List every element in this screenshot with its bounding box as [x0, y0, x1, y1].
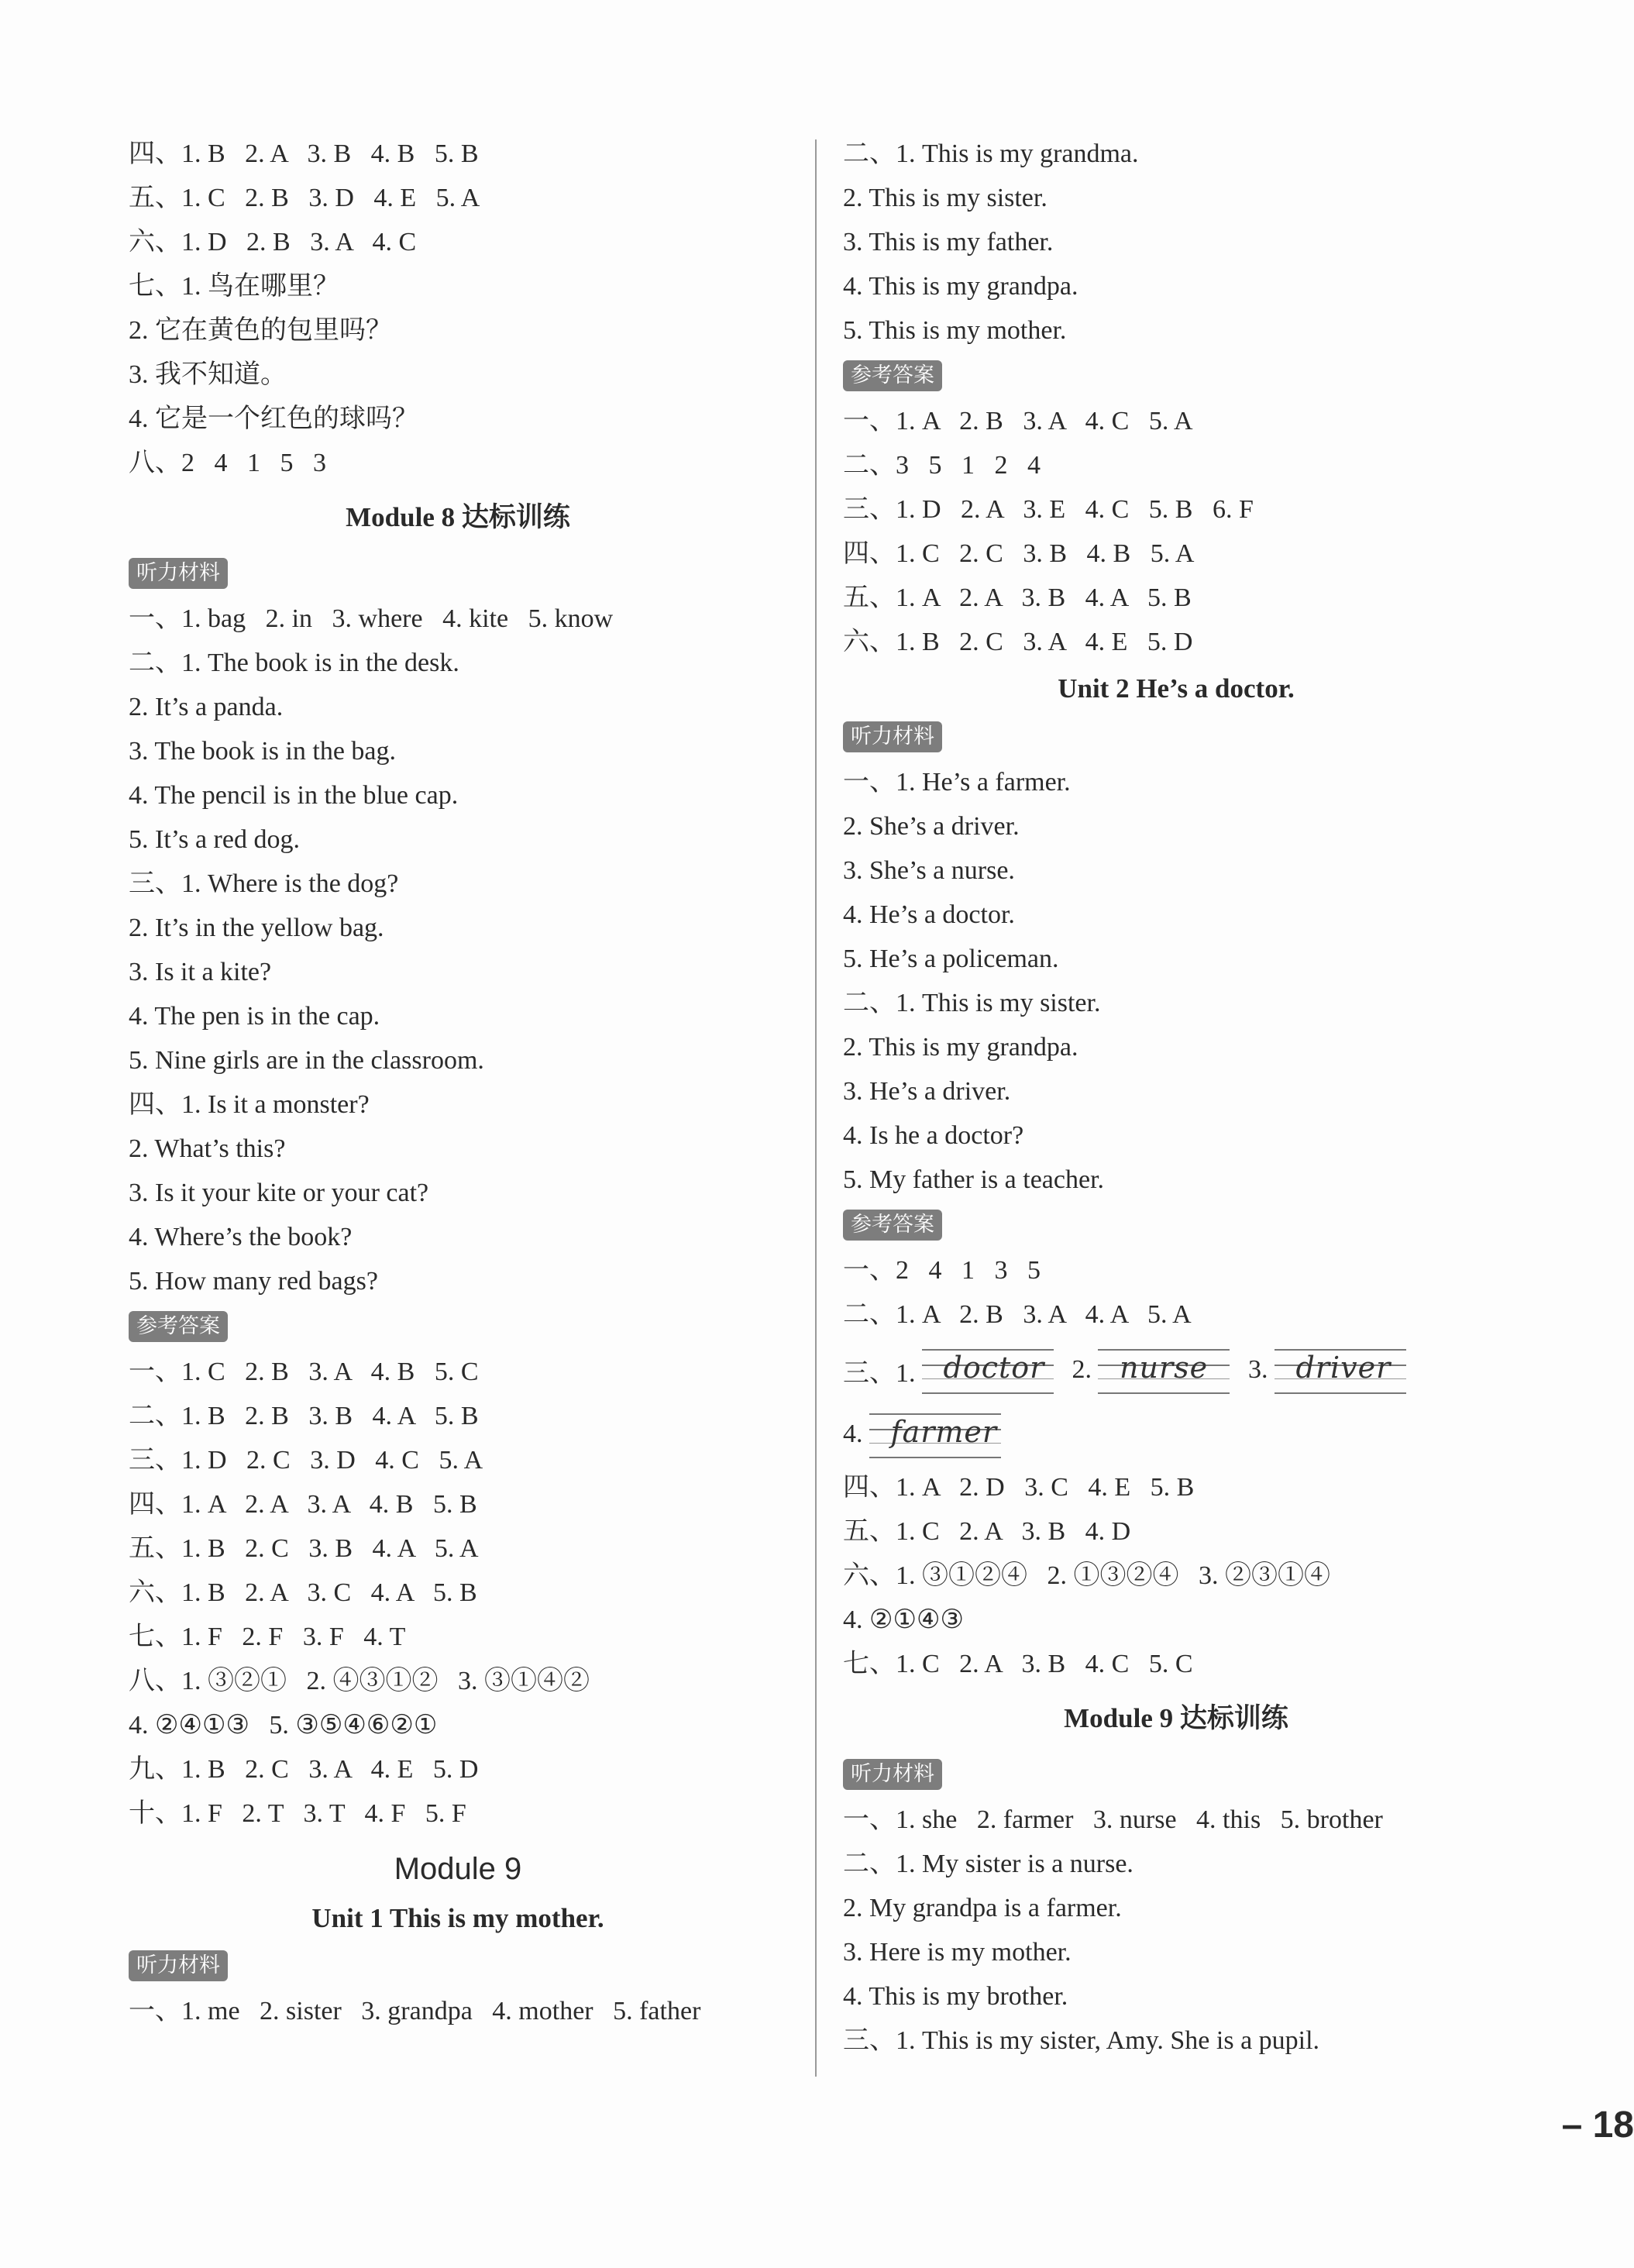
module8-heading: Module 8 达标训练: [346, 502, 570, 532]
answer-line: 五、1. A 2. A 3. B 4. A 5. B: [843, 583, 1192, 612]
answer-line: 七、1. C 2. A 3. B 4. C 5. C: [843, 1650, 1193, 1678]
answer-line: 七、1. 鸟在哪里？: [129, 272, 339, 301]
answer-line: 一、1. C 2. B 3. A 4. B 5. C: [129, 1358, 479, 1386]
answer-line: 五、1. C 2. B 3. D 4. E 5. A: [129, 184, 480, 212]
listening-line: 4. Where’s the book?: [129, 1223, 353, 1251]
listening-line: 5. He’s a policeman.: [843, 945, 1059, 973]
answer-line: 4. ②①④③: [843, 1605, 964, 1634]
answer-line: 八、2 4 1 5 3: [129, 449, 326, 477]
u2-answers-list: [843, 1465, 1509, 1686]
answer-line: 3. 我不知道。: [129, 360, 287, 389]
answers-label: 参考答案: [129, 1311, 228, 1342]
listening-line: 一、1. He’s a farmer.: [843, 768, 1071, 797]
answer-line: 4. ②④①③ 5. ③⑤④⑥②①: [129, 1711, 438, 1740]
listening-line: 3. This is my father.: [843, 228, 1054, 256]
handwriting-answer: [869, 1410, 1001, 1458]
listening-line: 5. How many red bags?: [129, 1267, 378, 1296]
answer-line: 一、2 4 1 3 5: [843, 1256, 1041, 1285]
u1-answers-list: [843, 399, 1509, 664]
listening-line: 二、1. My sister is a nurse.: [843, 1850, 1133, 1878]
left-column: [129, 132, 787, 2033]
handwriting-number: 3.: [1248, 1355, 1268, 1384]
listening-line: 3. The book is in the bag.: [129, 737, 396, 766]
listening-label: 听力材料: [129, 1950, 228, 1981]
answer-line: 四、1. C 2. C 3. B 4. B 5. A: [843, 539, 1195, 568]
listening-line: 2. This is my grandpa.: [843, 1033, 1078, 1062]
answer-line: 五、1. B 2. C 3. B 4. A 5. A: [129, 1534, 479, 1563]
handwriting-row-1: [843, 1337, 1509, 1403]
answer-line: 六、1. B 2. A 3. C 4. A 5. B: [129, 1578, 477, 1607]
answer-line: 4. 它是一个红色的球吗？: [129, 404, 418, 433]
listening-line: 4. The pen is in the cap.: [129, 1002, 380, 1031]
handwriting-answer: [1275, 1346, 1406, 1394]
page-number: – 18: [1561, 2105, 1634, 2146]
answer-line: 四、1. B 2. A 3. B 4. B 5. B: [129, 139, 479, 168]
unit2-heading: Unit 2 He’s a doctor.: [1058, 673, 1295, 704]
listening-line: 三、1. Where is the dog?: [129, 869, 399, 898]
answers-label: 参考答案: [843, 360, 942, 391]
listening-line: 2. It’s in the yellow bag.: [129, 914, 384, 942]
module9-heading: Module 9 达标训练: [1064, 1703, 1288, 1733]
listening-label: 听力材料: [843, 1759, 942, 1790]
answer-line: 七、1. F 2. F 3. F 4. T: [129, 1623, 406, 1651]
listening-line: 2. This is my sister.: [843, 184, 1047, 212]
left-top-answers: [129, 132, 787, 485]
listening-label: 听力材料: [843, 721, 942, 752]
listening-line: 一、1. me 2. sister 3. grandpa 4. mother 5. father: [129, 1997, 701, 2025]
answer-line: 九、1. B 2. C 3. A 4. E 5. D: [129, 1755, 479, 1784]
listening-line: 2. It’s a panda.: [129, 693, 284, 721]
module9-title: Module 9: [394, 1852, 522, 1886]
answer-line: 四、1. A 2. A 3. A 4. B 5. B: [129, 1490, 477, 1519]
listening-line: 一、1. she 2. farmer 3. nurse 4. this 5. brother: [843, 1805, 1383, 1834]
answer-line: 2. 它在黄色的包里吗？: [129, 316, 392, 345]
m8-answers-list: [129, 1350, 787, 1836]
listening-line: 一、1. bag 2. in 3. where 4. kite 5. know: [129, 604, 614, 633]
listening-line: 三、1. This is my sister, Amy. She is a pupil.: [843, 2026, 1320, 2055]
listening-label: 听力材料: [129, 558, 228, 589]
m9-listening-list: [843, 1798, 1509, 2063]
unit1-heading: Unit 1 This is my mother.: [311, 1903, 604, 1933]
handwriting-number: 2.: [1072, 1355, 1092, 1384]
handwritten-word: driver: [1295, 1351, 1391, 1385]
answer-line: 二、1. A 2. B 3. A 4. A 5. A: [843, 1300, 1192, 1329]
listening-line: 3. She’s a nurse.: [843, 856, 1015, 885]
answer-line: 三、1. D 2. A 3. E 4. C 5. B 6. F: [843, 495, 1254, 524]
listening-line: 二、1. This is my grandma.: [843, 139, 1139, 168]
handwritten-word: farmer: [890, 1415, 998, 1449]
answer-line: 一、1. A 2. B 3. A 4. C 5. A: [843, 407, 1193, 435]
listening-line: 5. This is my mother.: [843, 316, 1067, 345]
handwriting-row-2: [843, 1403, 1509, 1465]
listening-line: 4. This is my brother.: [843, 1982, 1068, 2011]
answer-line: 六、1. D 2. B 3. A 4. C: [129, 228, 417, 256]
u2-listening-list: [843, 760, 1509, 1202]
listening-line: 4. This is my grandpa.: [843, 272, 1078, 301]
listening-line: 2. She’s a driver.: [843, 812, 1020, 841]
answer-line: 十、1. F 2. T 3. T 4. F 5. F: [129, 1799, 466, 1828]
answer-line: 五、1. C 2. A 3. B 4. D: [843, 1517, 1131, 1546]
right-top-lines: [843, 132, 1509, 353]
listening-line: 3. Here is my mother.: [843, 1938, 1072, 1967]
answer-line: 二、1. B 2. B 3. B 4. A 5. B: [129, 1402, 479, 1430]
answer-line: 六、1. B 2. C 3. A 4. E 5. D: [843, 628, 1193, 656]
listening-line: 二、1. The book is in the desk.: [129, 649, 459, 677]
handwriting-answer: [922, 1346, 1054, 1394]
listening-line: 3. Is it a kite?: [129, 958, 272, 986]
column-divider: [815, 139, 817, 2077]
answer-line: 八、1. ③②① 2. ④③①② 3. ③①④②: [129, 1667, 590, 1695]
handwriting-number: 4.: [843, 1420, 863, 1448]
answer-line: 六、1. ③①②④ 2. ①③②④ 3. ②③①④: [843, 1561, 1330, 1590]
listening-line: 5. My father is a teacher.: [843, 1165, 1105, 1194]
listening-line: 2. My grandpa is a farmer.: [843, 1894, 1122, 1922]
handwriting-answer: [1098, 1346, 1230, 1394]
answer-line: 三、1. D 2. C 3. D 4. C 5. A: [129, 1446, 483, 1475]
listening-line: 4. Is he a doctor?: [843, 1121, 1024, 1150]
listening-line: 4. He’s a doctor.: [843, 900, 1015, 929]
listening-line: 5. It’s a red dog.: [129, 825, 300, 854]
listening-line: 2. What’s this?: [129, 1134, 286, 1163]
listening-line: 四、1. Is it a monster?: [129, 1090, 370, 1119]
listening-line: 3. Is it your kite or your cat?: [129, 1179, 429, 1207]
listening-line: 5. Nine girls are in the classroom.: [129, 1046, 484, 1075]
answer-line: 四、1. A 2. D 3. C 4. E 5. B: [843, 1473, 1195, 1502]
answer-line: 二、3 5 1 2 4: [843, 451, 1041, 480]
listening-line: 二、1. This is my sister.: [843, 989, 1101, 1017]
handwriting-prefix: 三、1.: [843, 1358, 916, 1388]
handwritten-word: doctor: [943, 1351, 1045, 1385]
right-column: [843, 132, 1509, 2063]
answers-label: 参考答案: [843, 1210, 942, 1241]
listening-line: 3. He’s a driver.: [843, 1077, 1011, 1106]
handwritten-word: nurse: [1120, 1351, 1209, 1385]
listening-line: 4. The pencil is in the blue cap.: [129, 781, 459, 810]
m8-listening-list: [129, 597, 787, 1303]
